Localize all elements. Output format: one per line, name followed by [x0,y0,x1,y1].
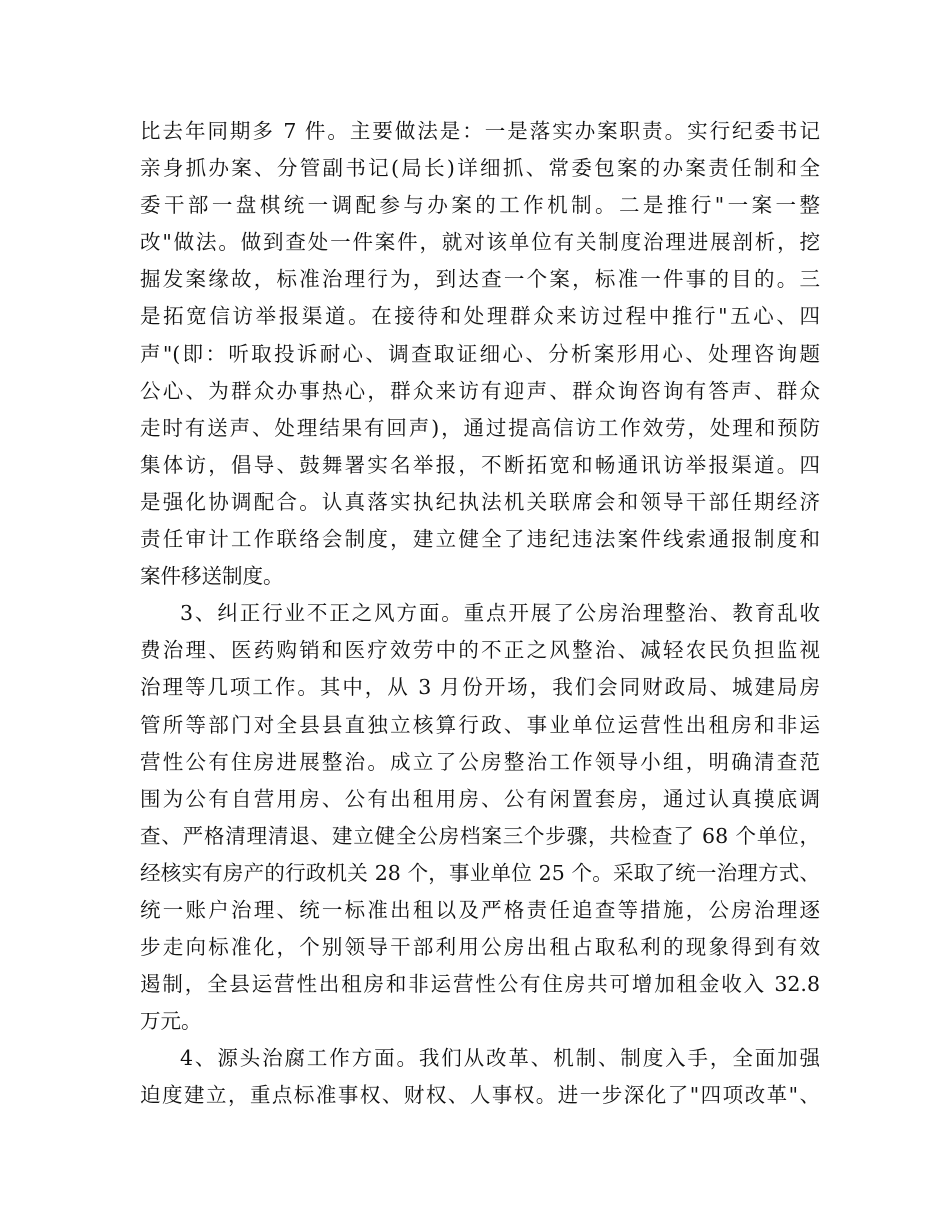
text-line: 管所等部门对全县县直独立核算行政、事业单位运营性出租房和非运 [140,712,820,737]
text-line: 是强化协调配合。认真落实执纪执法机关联席会和领导干部任期经济 [140,489,820,514]
text-line: 步走向标准化，个别领导干部利用公房出租占取私利的现象得到有效 [140,935,820,960]
paragraph-start-line: 3、纠正行业不正之风方面。重点开展了公房治理整治、教育乱收 [180,601,820,626]
text-line: 集体访，倡导、鼓舞署实名举报，不断拓宽和畅通讯访举报渠道。四 [140,452,820,477]
text-line: 经核实有房产的行政机关 28 个，事业单位 25 个。采取了统一治理方式、 [140,860,820,885]
text-line: 营性公有住房进展整治。成立了公房整治工作领导小组，明确清查范 [140,749,820,774]
body-text [140,113,820,1115]
text-line: 查、严格清理清退、建立健全公房档案三个步骤，共检查了 68 个单位， [140,823,820,848]
text-line: 委干部一盘棋统一调配参与办案的工作机制。二是推行"一案一整 [140,193,820,218]
text-line: 费治理、医药购销和医疗效劳中的不正之风整治、减轻农民负担监视 [140,638,820,663]
text-line: 万元。 [140,1009,202,1034]
text-line: 统一账户治理、统一标准出租以及严格责任追查等措施，公房治理逐 [140,897,820,922]
text-line: 公心、为群众办事热心，群众来访有迎声、群众询咨询有答声、群众 [140,378,820,403]
text-line: 亲身抓办案、分管副书记(局长)详细抓、常委包案的办案责任制和全 [140,156,820,181]
text-line: 改"做法。做到查处一件案件，就对该单位有关制度治理进展剖析，挖 [140,230,820,255]
text-line: 声"(即：听取投诉耐心、调查取证细心、分析案形用心、处理咨询题 [140,341,820,366]
text-line: 走时有送声、处理结果有回声)，通过提高信访工作效劳，处理和预防 [140,415,820,440]
paragraph-start-line: 4、源头治腐工作方面。我们从改革、机制、制度入手，全面加强 [180,1046,820,1071]
text-line: 是拓宽信访举报渠道。在接待和处理群众来访过程中推行"五心、四 [140,304,820,329]
text-line: 治理等几项工作。其中，从 3 月份开场，我们会同财政局、城建局房 [140,675,820,700]
text-line: 比去年同期多 7 件。主要做法是：一是落实办案职责。实行纪委书记 [140,119,820,143]
text-line: 围为公有自营用房、公有出租用房、公有闲置套房，通过认真摸底调 [140,786,820,811]
text-line: 掘发案缘故，标准治理行为，到达查一个案，标准一件事的目的。三 [140,267,820,292]
text-line: 迫度建立，重点标准事权、财权、人事权。进一步深化了"四项改革"、 [140,1083,820,1108]
text-line: 遏制，全县运营性出租房和非运营性公有住房共可增加租金收入 32.8 [140,972,820,997]
text-line: 案件移送制度。 [140,564,284,589]
text-line: 责任审计工作联络会制度，建立健全了违纪违法案件线索通报制度和 [140,527,820,552]
